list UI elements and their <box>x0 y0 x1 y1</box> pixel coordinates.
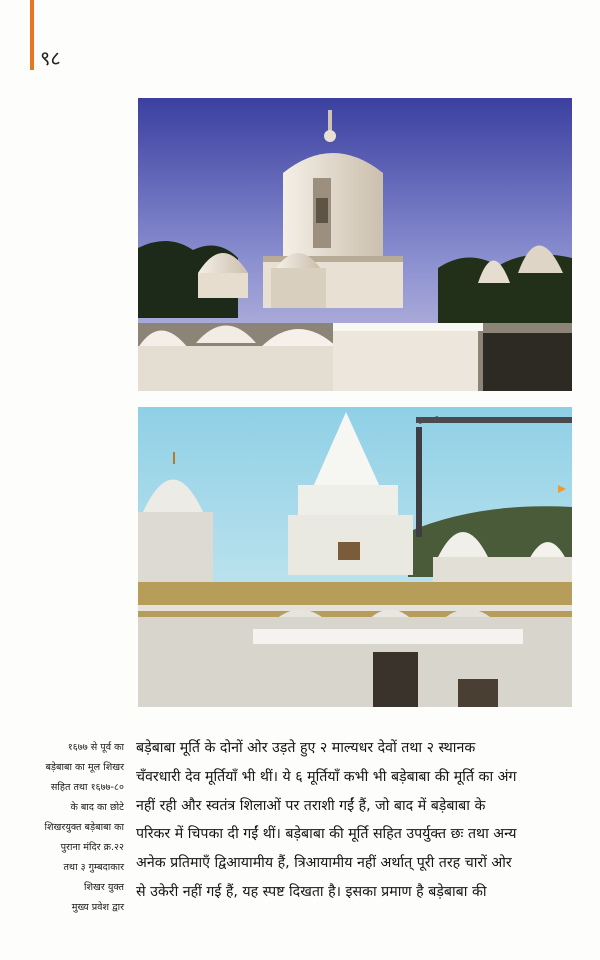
caption-line: शिखर युक्त <box>83 882 124 893</box>
body-line: परिकर में चिपका दी गईं थीं। बड़ेबाबा की मूर्ति सहित उपर्युक्त छः तथा अन्य <box>136 826 517 843</box>
caption-line: तथा ३ गुम्बदाकार <box>63 862 124 873</box>
body-line: बड़ेबाबा मूर्ति के दोनों ओर उड़ते हुए २ माल्यधर देवों तथा २ स्थानक <box>136 740 476 756</box>
caption-line: बड़ेबाबा का मूल शिखर <box>45 762 124 773</box>
temple-photo-current <box>138 407 572 707</box>
body-line: नहीं रही और स्वतंत्र शिलाओं पर तराशी गईं हैं, जो बाद में बड़ेबाबा के <box>136 797 486 814</box>
caption-line: के बाद का छोटे <box>70 802 124 813</box>
page-accent-bar <box>30 0 34 70</box>
figure-caption <box>22 738 124 918</box>
caption-line: १६७७ से पूर्व का <box>67 742 124 753</box>
body-line: से उकेरी नहीं गई हैं, यह स्पष्ट दिखता है। इसका प्रमाण है बड़ेबाबा की <box>136 883 487 900</box>
caption-line: मुख्य प्रवेश द्वार <box>71 902 124 913</box>
caption-line: शिखरयुक्त बड़ेबाबा का <box>44 822 124 833</box>
page-number: ९८ <box>40 46 61 70</box>
body-line: अनेक प्रतिमाएँ द्विआयामीय हैं, त्रिआयामीय नहीं अर्थात् पूरी तरह चारों ओर <box>136 855 512 872</box>
temple-photo-old <box>138 98 572 391</box>
body-paragraph <box>136 734 576 907</box>
caption-line: सहित तथा १६७७-८० <box>50 782 124 793</box>
body-line: चँवरधारी देव मूर्तियाँ भी थीं। ये ६ मूर्तियाँ कभी भी बड़ेबाबा की मूर्ति का अंग <box>136 768 517 785</box>
caption-line: पुराना मंदिर क्र.२२ <box>60 842 124 853</box>
